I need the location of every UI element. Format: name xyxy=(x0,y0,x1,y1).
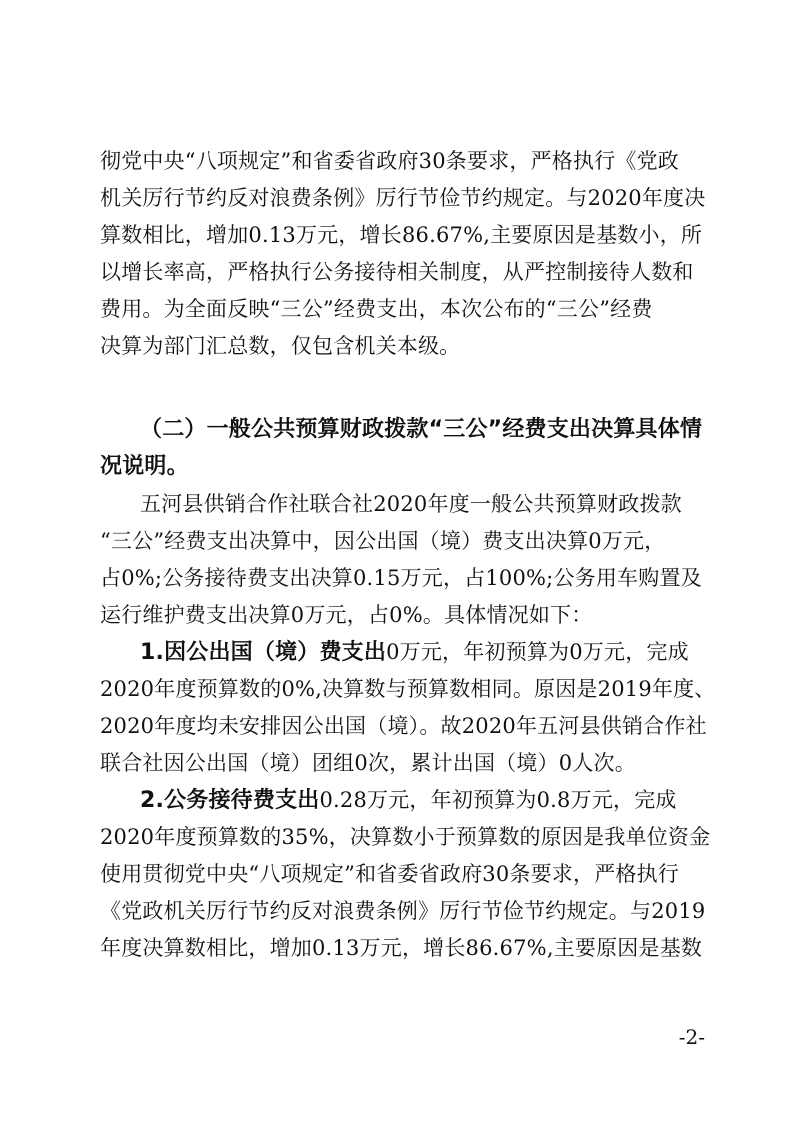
text-line: 占0%;公务接待费支出决算0.15万元，占100%;公务用车购置及 xyxy=(100,566,702,590)
item-2-first-line: 0.28万元，年初预算为0.8万元，完成 xyxy=(319,788,677,812)
text-line: 费用。为全面反映“三公”经费支出，本次公布的“三公”经费 xyxy=(100,297,653,321)
text-line xyxy=(140,781,700,819)
text-line: 年度决算数相比，增加0.13万元，增长86.67%,主要原因是基数 xyxy=(100,936,703,960)
text-line: 《党政机关厉行节约反对浪费条例》厉行节俭节约规定。与2019 xyxy=(100,899,706,923)
text-line: 联合社因公出国（境）团组0次，累计出国（境）0人次。 xyxy=(100,751,636,775)
text-line xyxy=(140,633,700,671)
text-line: 决算为部门汇总数，仅包含机关本级。 xyxy=(100,334,461,358)
text-line: “三公”经费支出决算中，因公出国（境）费支出决算0万元， xyxy=(100,529,666,553)
text-line: 2020年度预算数的35%，决算数小于预算数的原因是我单位资金 xyxy=(100,825,711,849)
item-2-label: 2.公务接待费支出 xyxy=(140,788,320,813)
item-1-label: 1.因公出国（境）费支出 xyxy=(140,640,387,665)
text-line: 运行维护费支出决算0万元，占0%。具体情况如下： xyxy=(100,603,593,627)
text-line: 以增长率高，严格执行公务接待相关制度，从严控制接待人数和 xyxy=(100,260,694,284)
text-line: 2020年度均未安排因公出国（境）。故2020年五河县供销合作社 xyxy=(100,714,707,738)
text-line: 彻党中央“八项规定”和省委省政府30条要求，严格执行《党政 xyxy=(100,149,679,173)
text-line: 五河县供销合作社联合社2020年度一般公共预算财政拨款 xyxy=(140,492,682,516)
text-line: 使用贯彻党中央“八项规定”和省委省政府30条要求，严格执行 xyxy=(100,862,679,886)
page-number: -2- xyxy=(678,1025,705,1049)
text-line: 算数相比，增加0.13万元，增长86.67%,主要原因是基数小，所 xyxy=(100,223,703,247)
heading-line: （二）一般公共预算财政拨款“三公”经费支出决算具体情 xyxy=(140,417,703,442)
text-line: 机关厉行节约反对浪费条例》厉行节俭节约规定。与2020年度决 xyxy=(100,186,706,210)
item-1-first-line: 0万元，年初预算为0万元，完成 xyxy=(386,640,689,664)
text-line: 2020年度预算数的0%,决算数与预算数相同。原因是2019年度、 xyxy=(100,677,716,701)
heading-line: 况说明。 xyxy=(100,454,189,479)
